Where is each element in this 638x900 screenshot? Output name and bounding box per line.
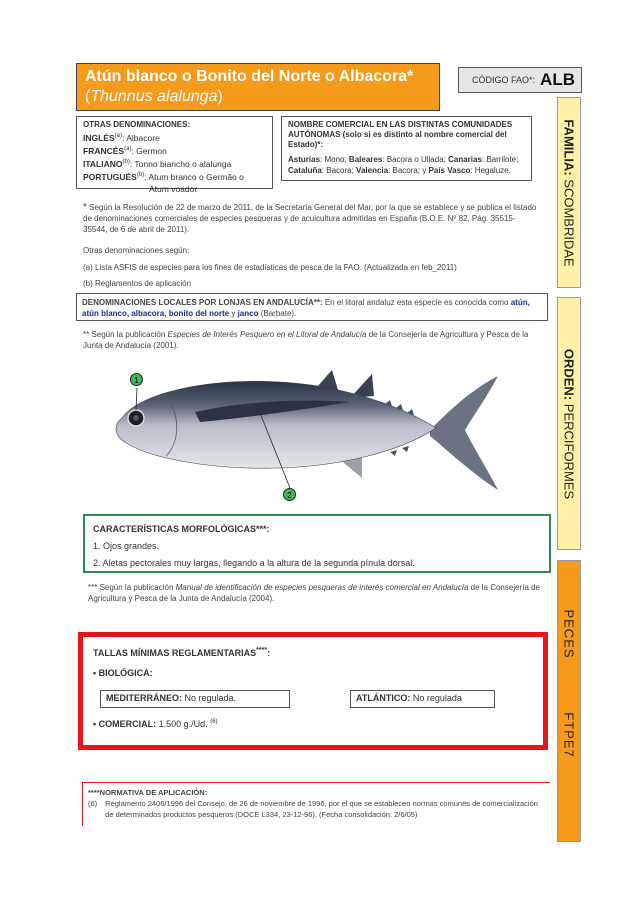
region-name: Asturias	[288, 155, 321, 164]
morph-heading: CARACTERÍSTICAS MORFOLÓGICAS***:	[93, 524, 270, 534]
fao-code: ALB	[540, 70, 575, 89]
region-name: Baleares	[348, 155, 383, 164]
resolution-text	[83, 202, 538, 235]
region-name: Valencia	[356, 166, 389, 175]
local-note-prefix: ** Según la publicación	[83, 330, 168, 339]
sizes-heading-stars: ****	[256, 647, 268, 654]
region-name: País Vasco	[428, 166, 471, 175]
sizes-box	[78, 632, 548, 750]
other-name-row	[83, 170, 266, 183]
other-intro: Otras denominaciones según:	[83, 246, 190, 255]
morph-note-suffix: de la Consejería de Agricultura y Pesca de la Junta de Andalucía (2004).	[88, 583, 541, 603]
med-label: MEDITERRÁNEO:	[106, 693, 182, 703]
atl-box	[350, 690, 495, 708]
other-name-row	[83, 157, 266, 170]
sizes-heading-colon: :	[267, 648, 271, 658]
morph-item-2: 2. Aletas pectorales muy largas, llegando a la altura de la segunda pínula dorsal.	[93, 558, 415, 568]
familia-label: FAMILIA:	[561, 118, 577, 176]
sci-open: (	[85, 88, 91, 105]
other-name-row	[83, 131, 266, 144]
side-peces	[557, 560, 581, 842]
normativa-box	[82, 782, 550, 826]
region-value: : Bacora o Ullada;	[382, 155, 449, 164]
fao-label: CÓDIGO FAO*:	[472, 75, 536, 85]
regions-list	[288, 154, 525, 176]
lang-ref: (b)	[122, 159, 130, 166]
local-names-box	[76, 293, 548, 321]
atl-label: ATLÁNTICO:	[356, 693, 411, 703]
orden-label: ORDEN:	[561, 348, 577, 400]
region-value: : Bacora;	[321, 166, 357, 175]
lang-value: : Tonno biancho o alalunga	[129, 158, 232, 169]
orden-value: PERCIFORMES	[561, 399, 577, 499]
com-value: 1.500 g./Ud.	[156, 719, 208, 729]
lang-ref: (a)	[124, 145, 132, 152]
normativa-ref: (6)	[88, 799, 98, 808]
local-note-suffix: de la Consejería de Agricultura y Pesca de la Junta de Andalucía (2001).	[83, 330, 529, 350]
lang-label: PORTUGUÉS	[83, 172, 137, 183]
ref-a: (a) Lista ASFIS de especies para los fines de estadísticas de pesca de la FAO. (Actualizada en feb_2011)	[83, 263, 457, 272]
com-label: • COMERCIAL:	[93, 719, 157, 729]
sizes-heading	[93, 647, 270, 658]
local-names: atún, atún blanco, albacora, bonito del norte	[82, 298, 530, 318]
other-names-heading: OTRAS DENOMINACIONES:	[83, 120, 191, 129]
region-name: Canarias	[448, 155, 482, 164]
normativa-text: Reglamento 2406/1996 del Consejo, de 26 de noviembre de 1996, por el que se establecen normas comunes de comercialización de determinados productos pesqueros (DOCE L334, 23-12-96). (Fecha consolidación: 2/6/05)	[105, 799, 538, 819]
resolution-body: Según la Resolución de 22 de marzo de 2011, de la Secretaría General del Mar, por la que se establece y se publica el listado de denominaciones comerciales de especies pesqueras y de acuicultura admitidas en España (B.O.E. Nº 82, Pág. 35515-35544, de 6 de abril de 2011).	[83, 203, 537, 234]
atl-value: No regulada	[410, 693, 462, 703]
fao-code-box	[458, 67, 582, 93]
morph-box	[83, 514, 551, 573]
lang-value: : Atum branco o Germão o	[144, 172, 244, 183]
commercial-size	[93, 719, 218, 729]
scientific-name: Thunnus alalunga	[90, 88, 218, 105]
orden-text	[562, 348, 577, 498]
local-text: En el litoral andaluz esta especie es conocida como	[322, 298, 511, 307]
morph-note	[88, 582, 543, 604]
sci-close: )	[217, 88, 223, 105]
lang-label: FRANCÉS	[83, 145, 125, 156]
marker-2: 2	[283, 488, 296, 501]
lang-label: INGLÉS	[83, 132, 115, 143]
morph-item-1: 1. Ojos grandes.	[93, 541, 160, 551]
fish-pupil	[133, 415, 139, 421]
commercial-heading: NOMBRE COMERCIAL EN LAS DISTINTAS COMUNIDADES AUTÓNOMAS (solo si es distinto al nombre comercial del Estado)*:	[288, 120, 513, 149]
sizes-heading-text: TALLAS MÍNIMAS REGLAMENTARIAS	[93, 648, 257, 658]
ficha-text: FTPE7	[561, 711, 577, 758]
med-box	[100, 690, 290, 708]
local-heading: DENOMINACIONES LOCALES POR LONJAS EN ANDALUCÍA**:	[82, 298, 323, 307]
commercial-names-box	[281, 116, 532, 181]
local-place: (Barbate).	[258, 309, 297, 318]
peces-text: PECES	[561, 609, 577, 659]
marker-1: 1	[130, 373, 143, 386]
region-value: : Mono;	[320, 155, 349, 164]
normativa-row	[88, 798, 545, 820]
local-and: y	[229, 309, 238, 318]
lang-ref: (a)	[114, 132, 122, 139]
region-name: Cataluña	[288, 166, 322, 175]
lang-value: : Germon	[131, 145, 167, 156]
local-note	[83, 329, 533, 351]
resolution-star: *	[83, 202, 87, 213]
common-name: Atún blanco o Bonito del Norte o Albacora*	[85, 68, 414, 85]
title-box	[76, 63, 440, 111]
region-value: : Barrilote;	[481, 155, 519, 164]
lang-ref: (b)	[136, 172, 145, 179]
fish-illustration	[100, 360, 510, 500]
pt-continuation: Atum voador	[149, 183, 198, 194]
bio-label: • BIOLÓGICA:	[93, 668, 153, 678]
scientific-name-line	[85, 87, 431, 107]
region-value: : Hegaluze.	[470, 166, 511, 175]
region-value: : Bacora; y	[388, 166, 429, 175]
lang-value: : Albacore	[122, 132, 160, 143]
morph-note-title: Manual de identificación de especies pesqueras de interés comercial en Andalucía	[175, 583, 469, 592]
com-ref: (6)	[210, 719, 218, 725]
normativa-heading: ****NORMATIVA DE APLICACIÓN:	[88, 788, 208, 797]
local-note-title: Especies de Interés Pesquero en el Litoral de Andalucía	[167, 330, 367, 339]
ref-b: (b) Reglamentos de aplicación	[83, 279, 192, 288]
local-name-last: janco	[237, 309, 259, 318]
other-names-list	[83, 131, 266, 184]
other-names-box	[76, 116, 273, 194]
side-orden	[557, 297, 581, 550]
med-value: No regulada.	[182, 693, 237, 703]
side-familia	[557, 97, 581, 288]
other-name-row	[83, 144, 266, 157]
familia-text	[562, 119, 577, 266]
fish-body-shape	[116, 381, 436, 468]
tail-fin-shape	[430, 376, 498, 490]
morph-note-prefix: *** Según la publicación	[88, 583, 176, 592]
lang-label: ITALIANO	[83, 158, 123, 169]
familia-value: SCOMBRIDAE	[561, 175, 577, 267]
